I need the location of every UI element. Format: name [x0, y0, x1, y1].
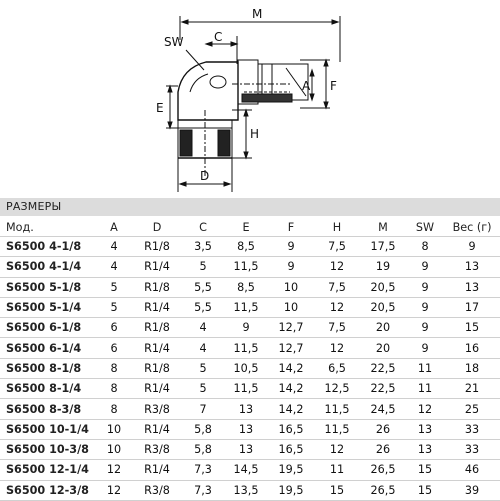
label-a: A	[302, 79, 311, 93]
label-e: E	[156, 101, 164, 115]
table-row	[0, 439, 500, 459]
value-cell: 14,2	[268, 358, 314, 378]
value-cell: 8	[96, 379, 132, 399]
value-cell: 7,5	[314, 318, 360, 338]
column-header: C	[182, 218, 224, 237]
value-cell: 13	[406, 439, 444, 459]
value-cell: 13	[406, 419, 444, 439]
value-cell: 7,5	[314, 277, 360, 297]
value-cell: 11,5	[224, 338, 268, 358]
table-row	[0, 480, 500, 500]
value-cell: 4	[182, 338, 224, 358]
value-cell: 9	[406, 277, 444, 297]
value-cell: 12	[314, 257, 360, 277]
table-row	[0, 460, 500, 480]
model-cell: S6500 8-1/4	[0, 379, 96, 399]
value-cell: R1/4	[132, 460, 182, 480]
value-cell: 26	[360, 419, 406, 439]
table-row	[0, 419, 500, 439]
value-cell: 5	[182, 358, 224, 378]
table-row	[0, 277, 500, 297]
value-cell: 5	[96, 297, 132, 317]
m-arrow-left	[182, 20, 188, 24]
value-cell: 9	[406, 297, 444, 317]
column-header: D	[132, 218, 182, 237]
value-cell: R1/4	[132, 419, 182, 439]
value-cell: 19,5	[268, 460, 314, 480]
value-cell: 9	[224, 318, 268, 338]
d-arrow-left	[180, 182, 186, 186]
table-row	[0, 237, 500, 257]
value-cell: R3/8	[132, 480, 182, 500]
e-arrow-bottom	[168, 122, 172, 128]
a-arrow-top	[310, 70, 314, 76]
elbow-hole	[210, 76, 226, 88]
column-header: Вес (г)	[444, 218, 500, 237]
value-cell: 15	[406, 460, 444, 480]
value-cell: 16	[444, 338, 500, 358]
value-cell: 18	[444, 358, 500, 378]
value-cell: 12,5	[314, 379, 360, 399]
f-arrow-top	[324, 60, 328, 66]
label-m: M	[252, 7, 263, 21]
value-cell: 9	[268, 237, 314, 257]
table-row	[0, 318, 500, 338]
value-cell: 22,5	[360, 358, 406, 378]
value-cell: R3/8	[132, 439, 182, 459]
value-cell: 7,5	[314, 237, 360, 257]
value-cell: 5,8	[182, 419, 224, 439]
collet-seal	[242, 94, 292, 102]
value-cell: 46	[444, 460, 500, 480]
value-cell: 10,5	[224, 358, 268, 378]
value-cell: 15	[406, 480, 444, 500]
f-arrow-bottom	[324, 102, 328, 108]
value-cell: 10	[96, 419, 132, 439]
column-header: H	[314, 218, 360, 237]
table-row	[0, 338, 500, 358]
model-cell: S6500 5-1/8	[0, 277, 96, 297]
table-row	[0, 358, 500, 378]
value-cell: 19,5	[268, 480, 314, 500]
value-cell: 9	[406, 257, 444, 277]
value-cell: 10	[268, 297, 314, 317]
value-cell: 7,3	[182, 480, 224, 500]
value-cell: 3,5	[182, 237, 224, 257]
dimensions-table	[0, 218, 500, 501]
value-cell: 6,5	[314, 358, 360, 378]
model-cell: S6500 8-1/8	[0, 358, 96, 378]
value-cell: 13	[444, 277, 500, 297]
model-cell: S6500 5-1/4	[0, 297, 96, 317]
value-cell: 7,3	[182, 460, 224, 480]
value-cell: R1/8	[132, 358, 182, 378]
model-cell: S6500 10-3/8	[0, 439, 96, 459]
e-arrow-top	[168, 86, 172, 92]
value-cell: 12	[96, 460, 132, 480]
value-cell: 12	[314, 338, 360, 358]
label-h: H	[250, 127, 260, 141]
column-header: Мод.	[0, 218, 96, 237]
value-cell: 9	[268, 257, 314, 277]
thread-right	[218, 130, 230, 156]
table-row	[0, 257, 500, 277]
column-header: E	[224, 218, 268, 237]
value-cell: 16,5	[268, 439, 314, 459]
value-cell: 9	[444, 237, 500, 257]
model-cell: S6500 6-1/8	[0, 318, 96, 338]
table-row	[0, 297, 500, 317]
model-cell: S6500 10-1/4	[0, 419, 96, 439]
value-cell: 5,5	[182, 277, 224, 297]
value-cell: 5,8	[182, 439, 224, 459]
value-cell: 13	[224, 399, 268, 419]
value-cell: 5	[96, 277, 132, 297]
value-cell: 12,7	[268, 318, 314, 338]
value-cell: 39	[444, 480, 500, 500]
value-cell: 26,5	[360, 460, 406, 480]
value-cell: 8,5	[224, 277, 268, 297]
value-cell: 26,5	[360, 480, 406, 500]
value-cell: 11,5	[224, 257, 268, 277]
h-arrow-bottom	[244, 152, 248, 158]
column-header: M	[360, 218, 406, 237]
model-cell: S6500 12-1/4	[0, 460, 96, 480]
value-cell: 5,5	[182, 297, 224, 317]
model-cell: S6500 6-1/4	[0, 338, 96, 358]
value-cell: 7	[182, 399, 224, 419]
value-cell: 10	[268, 277, 314, 297]
value-cell: 12	[96, 480, 132, 500]
h-arrow-top	[244, 110, 248, 116]
elbow-body	[178, 62, 238, 120]
label-d: D	[200, 169, 210, 183]
value-cell: 14,2	[268, 379, 314, 399]
table-row	[0, 399, 500, 419]
value-cell: 33	[444, 419, 500, 439]
m-arrow-right	[332, 20, 338, 24]
model-cell: S6500 12-3/8	[0, 480, 96, 500]
value-cell: 9	[406, 338, 444, 358]
value-cell: 13,5	[224, 480, 268, 500]
value-cell: 9	[406, 318, 444, 338]
value-cell: R1/8	[132, 318, 182, 338]
value-cell: 12,7	[268, 338, 314, 358]
value-cell: 11,5	[314, 419, 360, 439]
label-sw: SW	[164, 35, 184, 49]
value-cell: R1/4	[132, 257, 182, 277]
label-c: C	[214, 30, 223, 44]
value-cell: 15	[444, 318, 500, 338]
value-cell: 11,5	[224, 379, 268, 399]
value-cell: 8	[96, 358, 132, 378]
value-cell: 14,2	[268, 399, 314, 419]
value-cell: 20	[360, 338, 406, 358]
column-header: A	[96, 218, 132, 237]
model-cell: S6500 4-1/4	[0, 257, 96, 277]
d-arrow-right	[224, 182, 230, 186]
value-cell: 15	[314, 480, 360, 500]
value-cell: 21	[444, 379, 500, 399]
value-cell: 12	[406, 399, 444, 419]
value-cell: 33	[444, 439, 500, 459]
fitting-technical-drawing	[0, 0, 500, 196]
value-cell: 11	[406, 379, 444, 399]
value-cell: 4	[182, 318, 224, 338]
value-cell: 5	[182, 257, 224, 277]
value-cell: 11	[406, 358, 444, 378]
column-header: F	[268, 218, 314, 237]
value-cell: 19	[360, 257, 406, 277]
model-cell: S6500 4-1/8	[0, 237, 96, 257]
value-cell: 8	[96, 399, 132, 419]
value-cell: R1/8	[132, 277, 182, 297]
value-cell: 10	[96, 439, 132, 459]
value-cell: 20,5	[360, 277, 406, 297]
table-header-row	[0, 218, 500, 237]
value-cell: 12	[314, 297, 360, 317]
value-cell: 14,5	[224, 460, 268, 480]
c-arrow-left	[206, 42, 212, 46]
value-cell: 16,5	[268, 419, 314, 439]
value-cell: 11	[314, 460, 360, 480]
value-cell: 20,5	[360, 297, 406, 317]
value-cell: 12	[314, 439, 360, 459]
value-cell: 8,5	[224, 237, 268, 257]
value-cell: 4	[96, 237, 132, 257]
value-cell: 25	[444, 399, 500, 419]
value-cell: 13	[224, 419, 268, 439]
value-cell: R1/4	[132, 379, 182, 399]
value-cell: 26	[360, 439, 406, 459]
value-cell: 24,5	[360, 399, 406, 419]
value-cell: R3/8	[132, 399, 182, 419]
value-cell: R1/8	[132, 237, 182, 257]
value-cell: 13	[444, 257, 500, 277]
label-f: F	[330, 79, 337, 93]
value-cell: 22,5	[360, 379, 406, 399]
value-cell: 6	[96, 338, 132, 358]
value-cell: 17,5	[360, 237, 406, 257]
value-cell: R1/4	[132, 338, 182, 358]
value-cell: 5	[182, 379, 224, 399]
value-cell: 11,5	[314, 399, 360, 419]
value-cell: 13	[224, 439, 268, 459]
value-cell: 4	[96, 257, 132, 277]
column-header: SW	[406, 218, 444, 237]
model-cell: S6500 8-3/8	[0, 399, 96, 419]
thread-left	[180, 130, 192, 156]
value-cell: 17	[444, 297, 500, 317]
c-arrow-right	[231, 42, 237, 46]
value-cell: 8	[406, 237, 444, 257]
section-title: РАЗМЕРЫ	[6, 200, 62, 213]
elbow-curve	[190, 74, 208, 92]
value-cell: 11,5	[224, 297, 268, 317]
dimensions-section-header	[0, 198, 500, 216]
table-row	[0, 379, 500, 399]
table-body	[0, 237, 500, 501]
value-cell: 20	[360, 318, 406, 338]
value-cell: R1/4	[132, 297, 182, 317]
a-arrow-bottom	[310, 94, 314, 100]
value-cell: 6	[96, 318, 132, 338]
